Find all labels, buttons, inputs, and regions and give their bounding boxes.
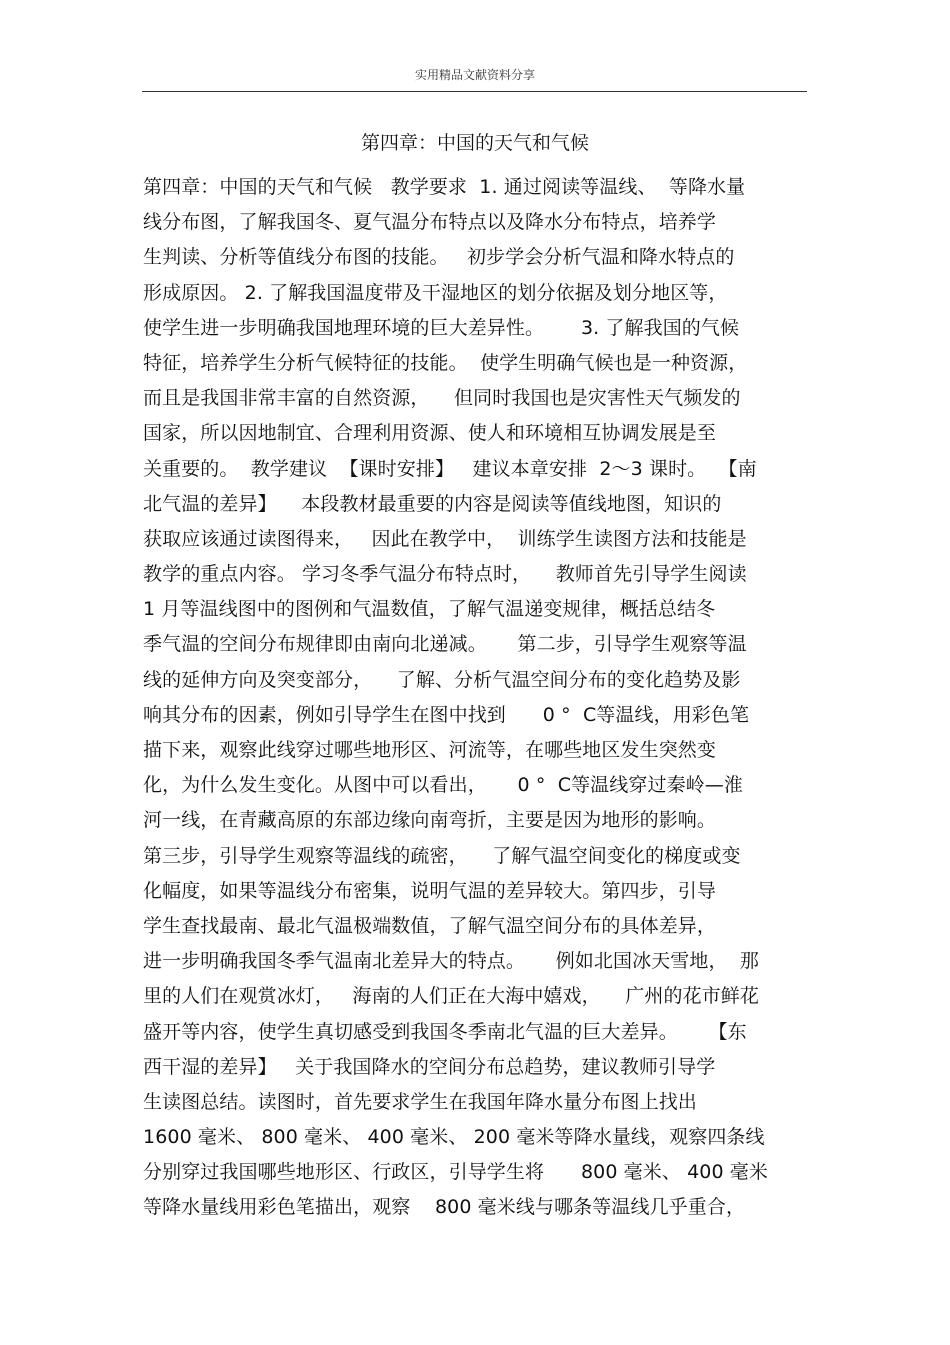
text-line: 描下来，观察此线穿过哪些地形区、河流等，在哪些地区发生突然变 [143, 739, 717, 761]
text-line: 获取应该通过读图得来， 因此在教学中， 训练学生读图方法和技能是 [143, 527, 747, 550]
text-line: 河一线，在青藏高原的东部边缘向南弯折，主要是因为地形的影响。 [143, 809, 717, 832]
text-line: 化幅度，如果等温线分布密集，说明气温的差异较大。第四步，引导 [143, 879, 717, 902]
text-line: 特征，培养学生分析气候特征的技能。 使学生明确气候也是一种资源， [143, 351, 748, 374]
text-line: 国家，所以因地制宜、合理利用资源、使人和环境相互协调发展是至 [143, 422, 717, 445]
text-line: 学生查找最南、最北气温极端数值，了解气温空间分布的具体差异， [143, 914, 717, 937]
page-header: 实用精品文献资料分享 [414, 68, 535, 82]
text-line: 响其分布的因素，例如引导学生在图中找到 0 ° C等温线，用彩色笔 [143, 703, 750, 726]
text-line: 生读图总结。读图时，首先要求学生在我国年降水量分布图上找出 [143, 1090, 697, 1113]
text-line: 关重要的。 教学建议 【课时安排】 建议本章安排 2～3 课时。 【南 [143, 457, 757, 480]
text-line: 教学的重点内容。 学习冬季气温分布特点时， 教师首先引导学生阅读 [143, 563, 747, 586]
text-line: 1600 毫米、 800 毫米、 400 毫米、 200 毫米等降水量线，观察四条线 [143, 1126, 765, 1149]
text-line: 使学生进一步明确我国地理环境的巨大差异性。 3. 了解我国的气候 [143, 316, 740, 339]
text-line: 线的延伸方向及突变部分， 了解、分析气温空间分布的变化趋势及影 [143, 668, 741, 691]
text-line: 第三步，引导学生观察等温线的疏密， 了解气温空间变化的梯度或变 [143, 844, 741, 867]
text-line: 等降水量线用彩色笔描出，观察 800 毫米线与哪条等温线几乎重合， [143, 1196, 746, 1219]
text-line: 进一步明确我国冬季气温南北差异大的特点。 例如北国冰天雪地， 那 [143, 950, 759, 973]
text-line: 分别穿过我国哪些地形区、行政区，引导学生将 800 毫米、 400 毫米 [143, 1161, 768, 1184]
text-line: 第四章：中国的天气和气候 教学要求 1. 通过阅读等温线、 等降水量 [143, 176, 746, 198]
header-divider [142, 91, 807, 92]
text-line: 而且是我国非常丰富的自然资源， 但同时我国也是灾害性天气频发的 [143, 387, 741, 410]
text-line: 化，为什么发生变化。从图中可以看出， 0 ° C等温线穿过秦岭—淮 [143, 774, 743, 797]
text-line: 线分布图，了解我国冬、夏气温分布特点以及降水分布特点，培养学 [143, 211, 717, 234]
chapter-title: 第四章：中国的天气和气候 [360, 132, 589, 154]
text-line: 季气温的空间分布规律即由南向北递减。 第二步，引导学生观察等温 [143, 633, 747, 656]
text-line: 生判读、分析等值线分布图的技能。 初步学会分析气温和降水特点的 [143, 246, 735, 269]
text-line: 西干湿的差异】 关于我国降水的空间分布总趋势，建议教师引导学 [143, 1055, 716, 1078]
body-text [143, 170, 811, 1226]
text-line: 盛开等内容，使学生真切感受到我国冬季南北气温的巨大差异。 【东 [143, 1020, 747, 1043]
text-line: 1 月等温线图中的图例和气温数值，了解气温递变规律，概括总结冬 [143, 598, 716, 621]
text-line: 形成原因。 2. 了解我国温度带及干湿地区的划分依据及划分地区等， [143, 281, 728, 304]
text-line: 北气温的差异】 本段教材最重要的内容是阅读等值线地图，知识的 [143, 492, 722, 515]
text-line: 里的人们在观赏冰灯， 海南的人们正在大海中嬉戏， 广州的花市鲜花 [143, 985, 759, 1008]
